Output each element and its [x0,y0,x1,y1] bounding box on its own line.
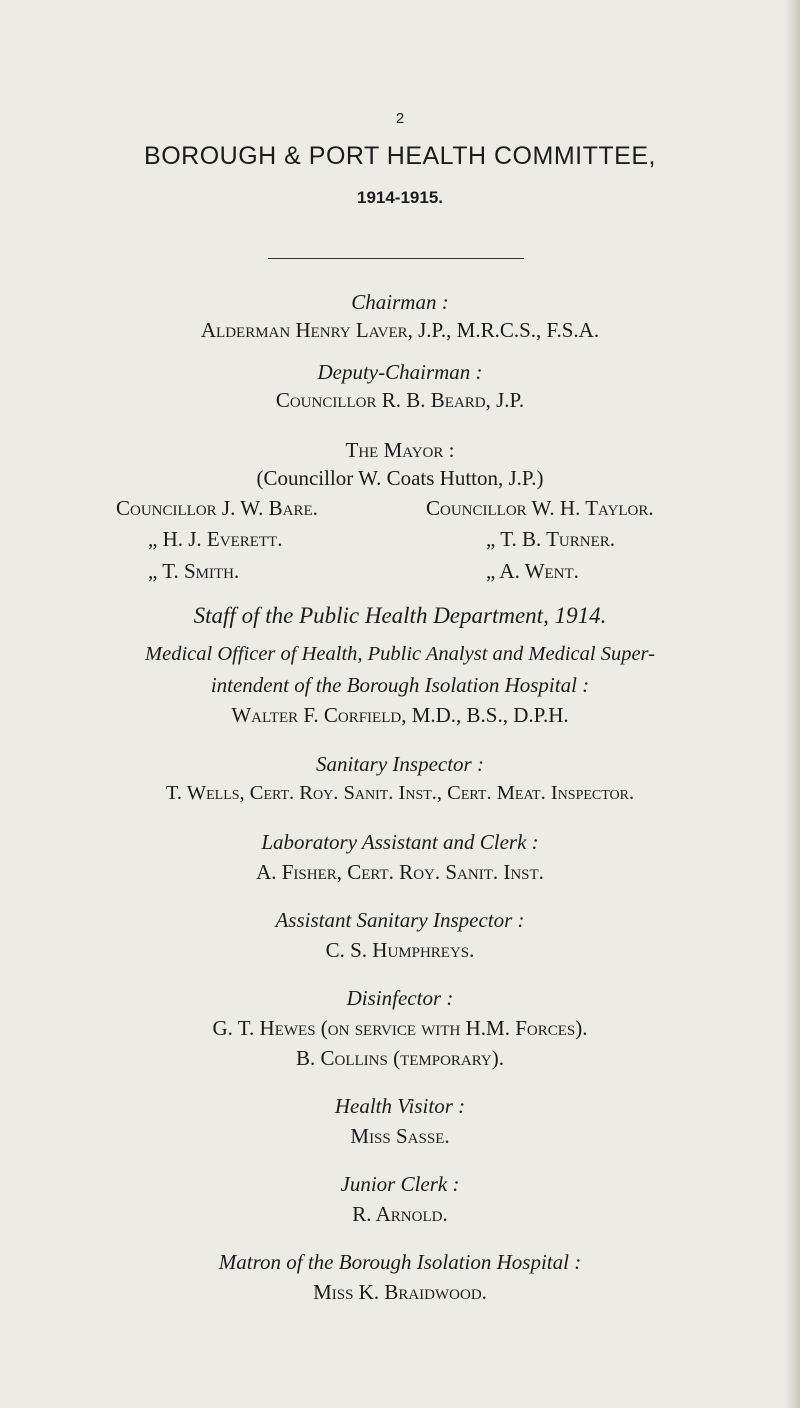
sanitary-inspector-name: T. Wells, Cert. Roy. Sanit. Inst., Cert. Meat. Inspector. [165,782,635,804]
mayor-name: (Councillor W. Coats Hutton, J.P.) [256,466,544,490]
deputy-chairman-label: Deputy-Chairman : [317,360,483,384]
staff-heading: Staff of the Public Health Department, 1914. [193,603,607,628]
moh-label-line-1: Medical Officer of Health, Public Analyst and Medical Super- [145,643,655,665]
years-subtitle: 1914-1915. [356,188,444,207]
chairman-label: Chairman : [351,290,449,314]
member-right-1: Councillor W. H. Taylor. [426,496,654,520]
lab-assistant-label: Laboratory Assistant and Clerk : [261,830,539,854]
health-visitor-name: Miss Sasse. [350,1124,450,1148]
chairman-name: Alderman Henry Laver, J.P., M.R.C.S., F.S.A. [200,318,600,342]
member-left-3: „ T. Smith. [148,559,240,583]
deputy-chairman-name: Councillor R. B. Beard, J.P. [275,388,525,412]
disinfector-label: Disinfector : [346,986,454,1010]
matron-name: Miss K. Braidwood. [313,1280,487,1304]
member-left-2: „ H. J. Everett. [148,527,283,551]
junior-clerk-label: Junior Clerk : [340,1172,460,1196]
divider-rule [268,258,524,259]
page-title: BOROUGH & PORT HEALTH COMMITTEE, [144,142,656,170]
junior-clerk-name: R. Arnold. [352,1202,448,1226]
sanitary-inspector-label: Sanitary Inspector : [316,752,484,776]
assistant-sanitary-label: Assistant Sanitary Inspector : [275,908,525,932]
disinfector-name-1: G. T. Hewes (on service with H.M. Forces). [212,1016,588,1040]
mayor-label: The Mayor : [345,438,455,462]
member-right-2: „ T. B. Turner. [486,527,616,551]
page-number: 2 [395,110,405,127]
member-right-3: „ A. Went. [486,559,579,583]
moh-name: Walter F. Corfield, M.D., B.S., D.P.H. [231,703,569,727]
member-left-1: Councillor J. W. Bare. [116,496,318,520]
assistant-sanitary-name: C. S. Humphreys. [325,938,475,962]
matron-label: Matron of the Borough Isolation Hospital : [218,1250,582,1274]
moh-label-line-2: intendent of the Borough Isolation Hospital : [210,673,590,697]
lab-assistant-name: A. Fisher, Cert. Roy. Sanit. Inst. [256,860,544,884]
disinfector-name-2: B. Collins (temporary). [295,1046,504,1070]
health-visitor-label: Health Visitor : [334,1094,466,1118]
